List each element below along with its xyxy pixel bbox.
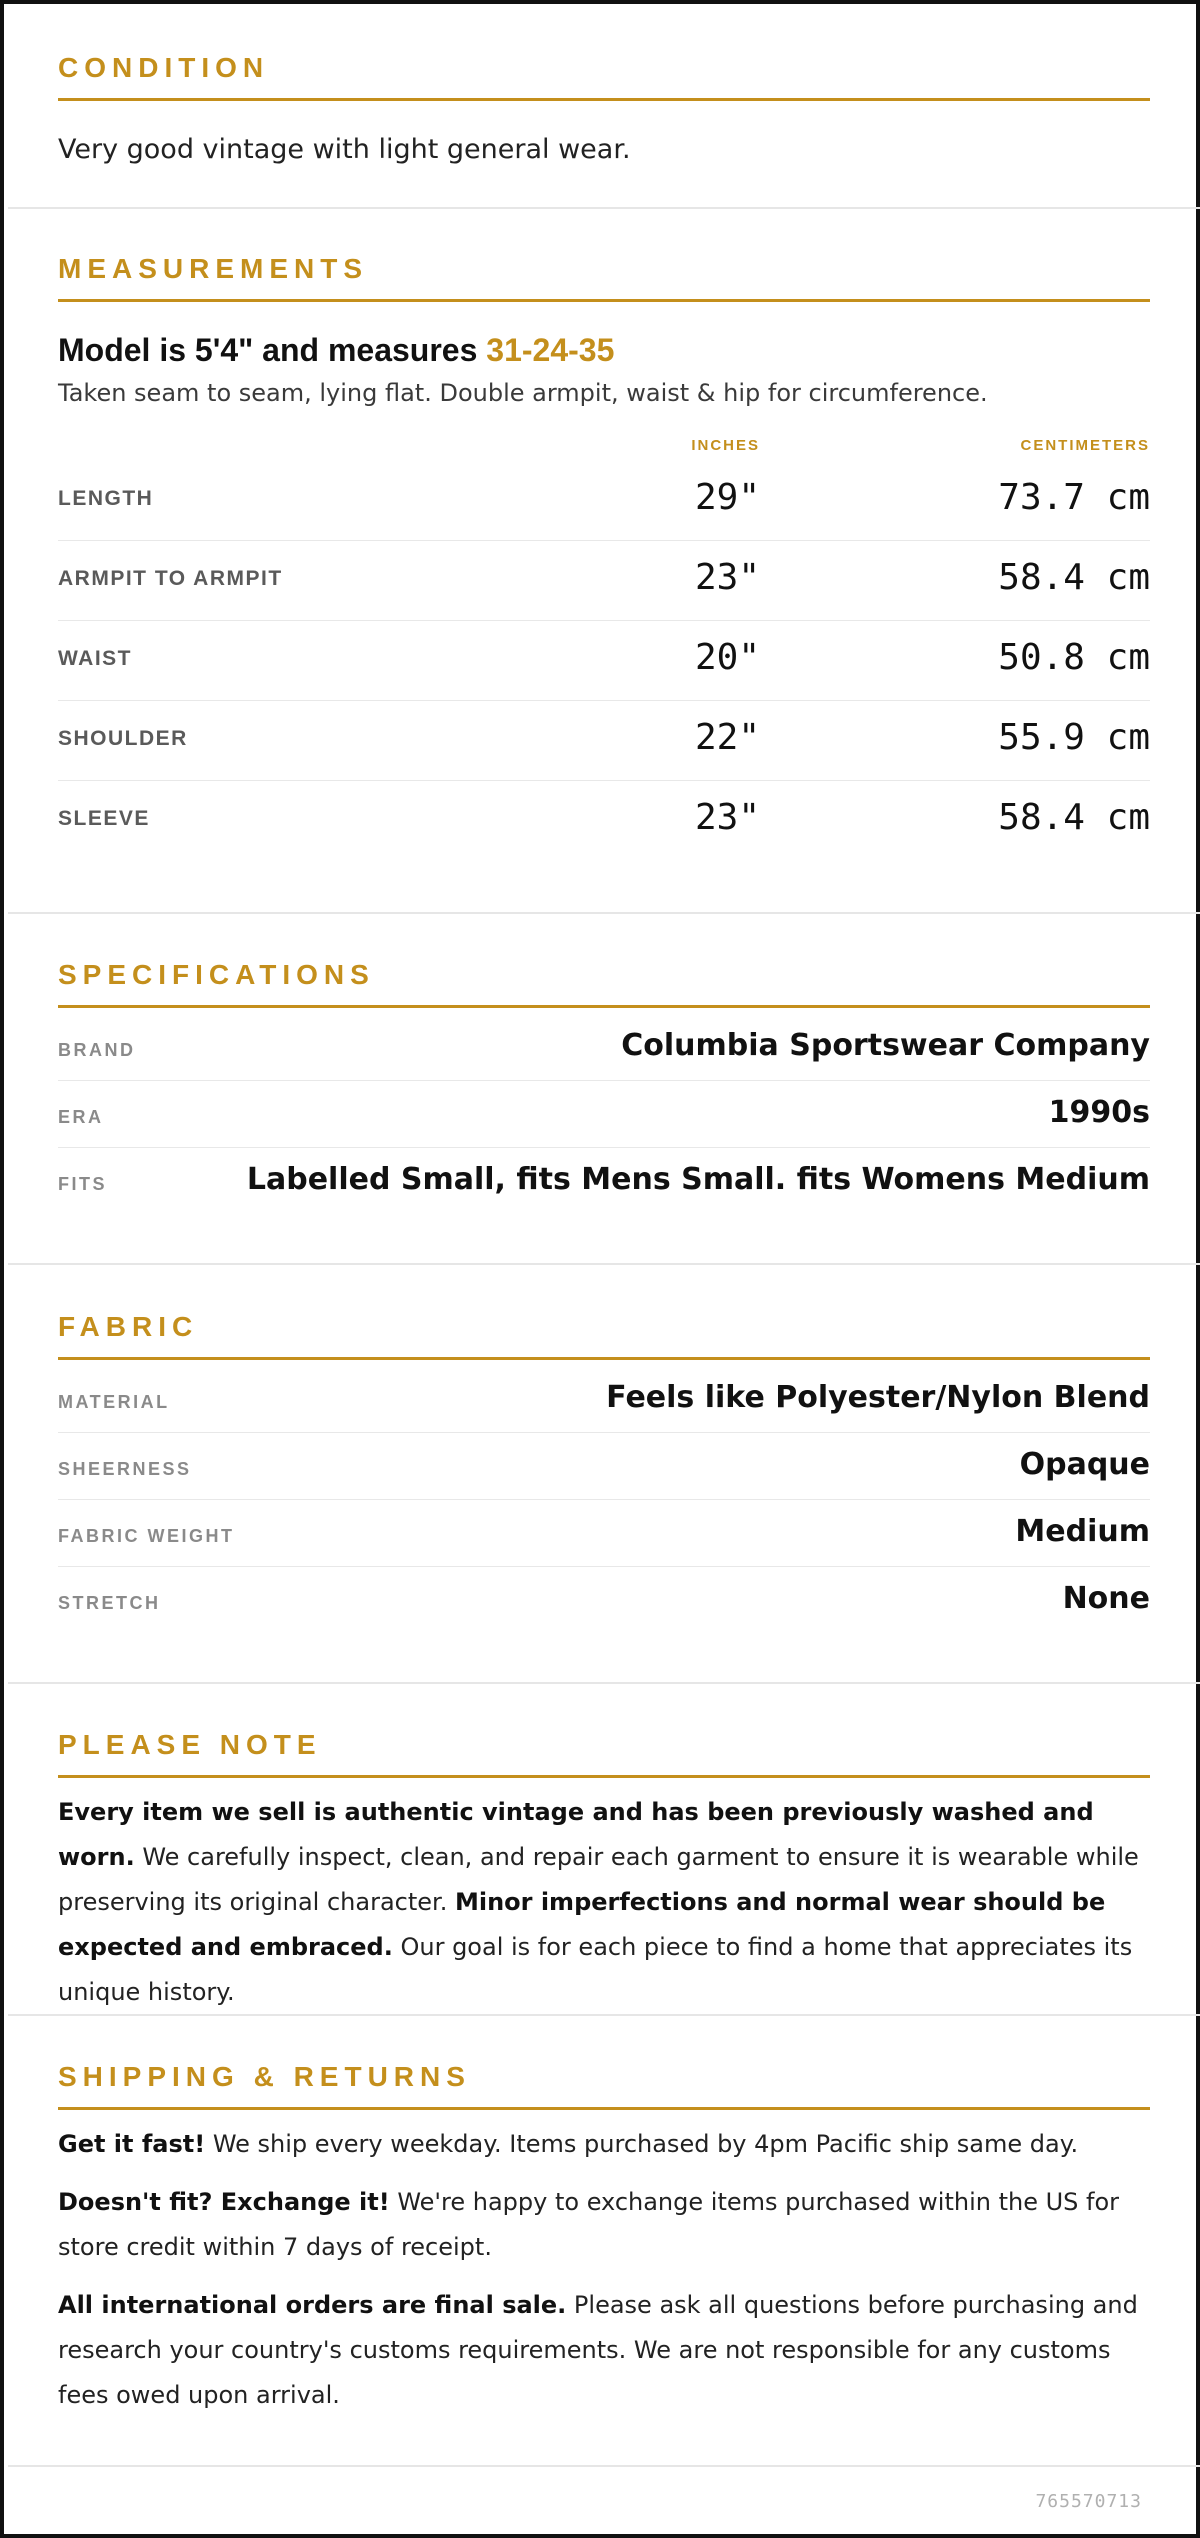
- row-label: ARMPIT TO ARMPIT: [58, 567, 283, 590]
- row-label: SHOULDER: [58, 727, 188, 750]
- measurements-header: [58, 437, 1150, 461]
- section-rule: [58, 1357, 1150, 1360]
- spec-label: ERA: [58, 1107, 104, 1127]
- section-rule: [58, 98, 1150, 101]
- note-text-2: Our goal is for each piece to find a home that appreciates its unique history.: [58, 1933, 1133, 2006]
- section-rule: [58, 299, 1150, 302]
- model-measures-line: [58, 332, 1150, 369]
- shipping-exchange-body: We're happy to exchange items purchased within the US for store credit within 7 days of receipt.: [58, 2188, 1120, 2261]
- table-row: [58, 701, 1150, 781]
- fabric-label: STRETCH: [58, 1593, 161, 1613]
- note-bold-2: Minor imperfections and normal wear should be expected and embraced.: [58, 1888, 1106, 1961]
- section-divider: [8, 2014, 1200, 2016]
- row-label: WAIST: [58, 647, 132, 670]
- row-label: SLEEVE: [58, 807, 150, 830]
- fabric-value: Feels like Polyester/Nylon Blend: [606, 1380, 1150, 1415]
- note-text-1: We carefully inspect, clean, and repair each garment to ensure it is wearable while preserving its original character.: [58, 1843, 1139, 1916]
- row-cm: 58.4 cm: [998, 797, 1150, 838]
- model-measures-value: 31-24-35: [486, 332, 615, 368]
- section-divider: [8, 1263, 1200, 1265]
- section-rule: [58, 1005, 1150, 1008]
- spec-value: Labelled Small, fits Mens Small. fits Womens Medium: [246, 1162, 1150, 1197]
- list-item: [58, 1500, 1150, 1567]
- list-item: [58, 1433, 1150, 1500]
- list-item: [58, 1567, 1150, 1634]
- model-prefix: Model is 5'4" and measures: [58, 332, 487, 368]
- section-divider: [8, 207, 1200, 209]
- row-cm: 55.9 cm: [998, 717, 1150, 758]
- shipping-fast-body: We ship every weekday. Items purchased by 4pm Pacific ship same day.: [205, 2130, 1079, 2158]
- specifications-section: [58, 957, 1150, 1215]
- spec-value: Columbia Sportswear Company: [621, 1028, 1150, 1063]
- fabric-label: FABRIC WEIGHT: [58, 1526, 235, 1546]
- row-label: LENGTH: [58, 487, 154, 510]
- please-note-section: [58, 1727, 1150, 2015]
- measurements-section: [58, 251, 1150, 861]
- row-inches: 23": [694, 797, 760, 838]
- specifications-title: SPECIFICATIONS: [58, 959, 375, 990]
- item-id: 765570713: [1035, 2491, 1142, 2512]
- shipping-international-text: [58, 2283, 1150, 2418]
- measurements-table: [58, 461, 1150, 861]
- list-item: [58, 1081, 1150, 1148]
- table-row: [58, 781, 1150, 861]
- condition-text: Very good vintage with light general wear.: [58, 134, 631, 165]
- section-divider: [8, 912, 1200, 914]
- row-inches: 20": [694, 637, 760, 678]
- row-inches: 22": [694, 717, 760, 758]
- fabric-value: Medium: [1015, 1514, 1150, 1549]
- list-item: [58, 1014, 1150, 1081]
- specifications-list: [58, 1014, 1150, 1215]
- fabric-section: [58, 1309, 1150, 1634]
- fabric-list: [58, 1366, 1150, 1634]
- condition-title: CONDITION: [58, 52, 270, 83]
- shipping-fast-bold: Get it fast!: [58, 2130, 206, 2158]
- section-rule: [58, 2107, 1150, 2110]
- shipping-section: [58, 2059, 1150, 2418]
- fabric-label: MATERIAL: [58, 1392, 170, 1412]
- spec-value: 1990s: [1048, 1095, 1150, 1130]
- table-row: [58, 461, 1150, 541]
- section-divider: [8, 1682, 1200, 1684]
- row-cm: 58.4 cm: [998, 557, 1150, 598]
- spec-label: BRAND: [58, 1040, 136, 1060]
- shipping-exchange-bold: Doesn't fit? Exchange it!: [58, 2188, 390, 2216]
- shipping-fast-text: [58, 2122, 1150, 2167]
- section-rule: [58, 1775, 1150, 1778]
- shipping-international-bold: All international orders are final sale.: [58, 2291, 567, 2319]
- column-header-inches: INCHES: [691, 437, 760, 454]
- note-bold-1: Every item we sell is authentic vintage and has been previously washed and worn.: [58, 1798, 1094, 1871]
- table-row: [58, 541, 1150, 621]
- condition-section: [58, 50, 1150, 172]
- row-inches: 23": [694, 557, 760, 598]
- measurements-subtitle: Taken seam to seam, lying flat. Double armpit, waist & hip for circumference.: [58, 379, 988, 407]
- fabric-value: None: [1062, 1581, 1150, 1616]
- shipping-exchange-text: [58, 2180, 1150, 2270]
- list-item: [58, 1366, 1150, 1433]
- section-divider: [8, 2465, 1200, 2467]
- fabric-title: FABRIC: [58, 1311, 199, 1342]
- shipping-title: SHIPPING & RETURNS: [58, 2061, 471, 2092]
- spec-label: FITS: [58, 1174, 107, 1194]
- table-row: [58, 621, 1150, 701]
- row-cm: 73.7 cm: [998, 477, 1150, 518]
- fabric-value: Opaque: [1019, 1447, 1150, 1482]
- measurements-title: MEASUREMENTS: [58, 253, 369, 284]
- row-inches: 29": [694, 477, 760, 518]
- please-note-title: PLEASE NOTE: [58, 1729, 322, 1760]
- list-item: [58, 1148, 1150, 1215]
- column-header-cm: CENTIMETERS: [1020, 437, 1150, 454]
- please-note-text: [58, 1790, 1150, 2015]
- row-cm: 50.8 cm: [998, 637, 1150, 678]
- fabric-label: SHEERNESS: [58, 1459, 192, 1479]
- shipping-international-body: Please ask all questions before purchasing and research your country's customs requirements. We are not responsible for any customs fees owed upon arrival.: [58, 2291, 1138, 2409]
